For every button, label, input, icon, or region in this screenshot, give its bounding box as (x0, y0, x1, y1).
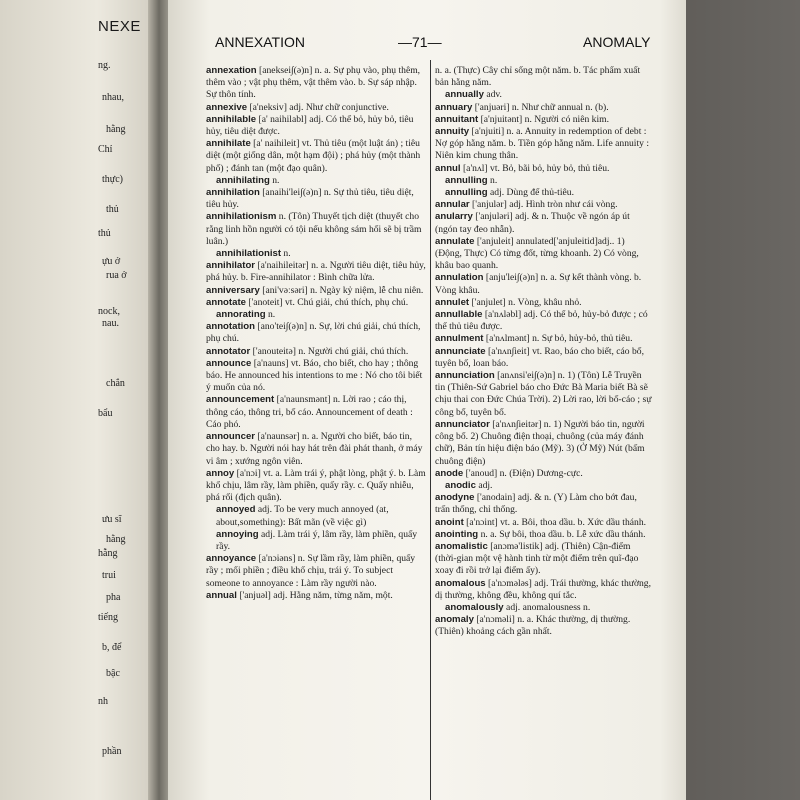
dictionary-entry (206, 211, 426, 248)
headword: annunciate (435, 345, 486, 357)
headword: annihilable (206, 113, 257, 125)
dictionary-entry (206, 65, 426, 102)
definition: [anʌnsi'ei∫(ə)n] n. 1) (Tôn) Lễ Truyền tin (Thiên-Sứ Gabriel báo cho Đức Bà Maria biết Bà sẽ chịu thai con Đức Chúa Trời). 2) Lời rao, lời bố-cáo ; sự công bố, tuyên bố. (435, 370, 652, 418)
dictionary-entry (435, 517, 653, 529)
definition: [a'nɔməli] n. a. Khác thường, dị thường. (Thiên) khoảng cách gần nhất. (435, 614, 631, 638)
left-page-fragment: thực) (102, 174, 123, 185)
definition: [a'nɔmələs] adj. Trái thường, khác thường, dị thường, không đều, không quí tắc. (435, 577, 652, 601)
header-first-word: ANNEXATION (215, 34, 305, 50)
definition: n. (265, 309, 276, 321)
dictionary-entry (435, 65, 653, 89)
dictionary-entry (206, 468, 426, 505)
headword: anodic (445, 479, 476, 491)
headword: announcement (206, 394, 275, 406)
dictionary-page (168, 0, 686, 800)
dictionary-entry (206, 248, 426, 260)
definition: [a' naihilabl] adj. Có thể bỏ, hủy bỏ, tiêu hủy, tiêu diệt được. (206, 113, 414, 138)
headword: annihilationism (206, 211, 277, 223)
definition: [a'nʌn∫ieitər] n. 1) Người báo tin, người công bố. 2) Chuông điện thoại, chuông (của máy đánh chữ), Bản tín hiệu điện báo (Mỹ). 3) (Ở Mỹ) Nút (bấm chuông điện) (435, 418, 645, 467)
dictionary-entry (435, 199, 653, 211)
left-page-fragment: thủ (98, 228, 111, 239)
left-page-fragment: tiếng (98, 612, 118, 623)
left-page-fragment: ng. (98, 60, 111, 71)
headword: annuity (435, 126, 470, 138)
dictionary-entry (206, 260, 426, 284)
dictionary-entry (435, 126, 653, 163)
headword: annulling (445, 187, 488, 199)
headword: annexation (206, 65, 257, 76)
dictionary-entry (206, 285, 426, 297)
definition: ['anjuleit] annulated['anjuleitid]adj.. 1) (Động, Thực) Có từng đốt, từng khoanh. 2) Có vòng, khâu bao quanh. (435, 235, 639, 272)
dictionary-entry (435, 346, 653, 370)
headword: annullable (435, 309, 483, 321)
dictionary-entry (206, 590, 426, 602)
left-page-fragment: nock, (98, 306, 120, 317)
dictionary-entry (435, 419, 653, 468)
headword: anniversary (206, 284, 260, 296)
definition: adv. (483, 89, 502, 101)
dictionary-entry (206, 358, 426, 395)
dictionary-entry (435, 370, 653, 419)
dictionary-entry (206, 553, 426, 590)
headword: annihilationist (216, 248, 282, 260)
left-page-fragment: nhau, (102, 92, 124, 103)
definition: n. (281, 248, 291, 260)
definition: [a'naunsmənt] n. Lời rao ; cáo thị, thông cáo, thông tri, bố cáo. Announcement of death : Cáo phó. (206, 394, 413, 430)
dictionary-entry (435, 175, 653, 187)
headword: annihilate (206, 138, 251, 150)
headword: annihilating (216, 174, 270, 186)
dictionary-entry (206, 529, 426, 553)
headword: annihilation (206, 187, 260, 199)
definition: n. (Tôn) Thuyết tịch diệt (thuyết cho rằng linh hồn người có tội nếu không sám hối sẽ bị trầm luân.) (206, 211, 422, 247)
definition: adj. Làm trái ý, lâm rầy, làm phiền, quấy rầy. (216, 528, 418, 552)
left-page-fragment: hằng (106, 124, 126, 135)
definition: ['anjulər] adj. Hình tròn như cái vòng. (469, 199, 618, 211)
headword: anointing (435, 528, 479, 540)
headword: annular (435, 199, 470, 211)
definition: ['anodain] adj. & n. (Y) Làm cho bớt đau, trấn thống, chỉ thống. (435, 492, 637, 516)
headword: anomaly (435, 614, 474, 626)
left-column (206, 65, 426, 602)
headword: annoying (216, 528, 259, 540)
left-page-fragment: pha (106, 592, 121, 603)
headword: annuitant (435, 113, 479, 125)
dictionary-entry (435, 541, 653, 578)
right-column (435, 65, 653, 639)
definition: adj. anomalousness n. (503, 601, 591, 613)
dictionary-entry (435, 614, 653, 638)
page-number: —71— (398, 34, 442, 50)
headword: announce (206, 357, 252, 369)
headword: annulation (435, 272, 484, 284)
dictionary-entry (206, 297, 426, 309)
definition: [a'nɔiəns] n. Sự lầm rầy, làm phiền, quấy rầy ; mối phiền ; điều khổ chịu, trái ý. To subject someone to annoyance : Làm rầy người nào. (206, 553, 416, 589)
headword: annexive (206, 101, 248, 113)
dictionary-entry (206, 187, 426, 211)
headword: anoint (435, 516, 464, 528)
definition: ['anjuəri] n. Như chữ annual n. (b). (472, 101, 609, 113)
dictionary-entry (435, 272, 653, 296)
definition: [a'nʌləbl] adj. Có thể bỏ, hủy-bỏ được ; có thể thủ tiêu được. (435, 309, 648, 333)
headword: annoyed (216, 504, 256, 516)
definition: n. a. (Thực) Cây chỉ sống một năm. b. Tác phẩm xuất bản hằng năm. (435, 65, 641, 89)
dictionary-entry (435, 114, 653, 126)
definition: [a'nʌlmənt] n. Sự bỏ, hủy-bỏ, thủ tiêu. (483, 333, 633, 345)
headword: anomalous (435, 577, 486, 589)
dictionary-entry (435, 333, 653, 345)
definition: [a'njuitənt] n. Người có niên kim. (478, 113, 610, 125)
definition: n. (269, 174, 280, 186)
headword: anode (435, 467, 464, 479)
headword: annotator (206, 345, 251, 357)
dictionary-entry (435, 602, 653, 614)
left-page-fragment: bẩu (98, 408, 113, 419)
definition: [a'naihileitər] n. a. Người tiêu diệt, tiêu hủy, phá hủy. b. Fire-annihilator : Bình chữa lửa. (206, 260, 426, 284)
headword: annunciation (435, 370, 495, 382)
left-page-fragment: chắn (106, 378, 125, 389)
left-page-fragment: phần (102, 746, 122, 757)
left-page-header: NEXE (98, 18, 141, 35)
left-page-fragment: ựu ở (102, 256, 121, 267)
definition: adj. To be very much annoyed (at, about,something): Bất mãn (về việc gì) (216, 504, 389, 528)
definition: ['anoteit] vt. Chú giải, chú thích, phụ chú. (245, 296, 409, 308)
left-page (0, 0, 162, 800)
dictionary-entry (435, 529, 653, 541)
dictionary-entry (435, 480, 653, 492)
definition: [a' naihileit] vt. Thủ tiêu (một luật án) ; tiêu diệt (một giống dân, một hạm đội) ; phá hủy (một thành phố) ; đánh tan (một đạo quân). (206, 138, 421, 174)
headword: annul (435, 162, 461, 174)
definition: [a'njuiti] n. a. Annuity in redemption of debt : Nợ góp hằng năm. b. Tiền góp hằng năm. Life annuity : Niên kim chung thân. (435, 126, 649, 162)
definition: [a'nʌl] vt. Bỏ, bãi bỏ, hủy bỏ, thủ tiêu. (460, 162, 610, 174)
headword: annulment (435, 333, 484, 345)
left-page-fragment: nau. (102, 318, 119, 329)
headword: annulet (435, 296, 470, 308)
definition: [ani'vəːsəri] n. Ngày kỷ niệm, lễ chu niên. (259, 284, 424, 296)
left-page-fragment: ưu sĩ (102, 514, 122, 525)
dictionary-entry (206, 114, 426, 138)
dictionary-entry (435, 102, 653, 114)
left-page-fragment: rua ở (106, 270, 127, 281)
headword: anomalistic (435, 540, 488, 552)
header-last-word: ANOMALY (583, 34, 651, 50)
definition: [a'nɔi] vt. a. Làm trái ý, phật lòng, phật ý. b. Làm khổ chịu, lâm rầy, làm phiền, quấy rầy. c. Quấy nhiễu, phá rối (địch quân). (206, 467, 426, 504)
headword: annotate (206, 296, 246, 308)
dictionary-entry (435, 187, 653, 199)
headword: annotation (206, 321, 256, 333)
headword: anodyne (435, 492, 475, 504)
dictionary-entry (206, 394, 426, 431)
definition: [a'naunsər] n. a. Người cho biết, báo tin, cho hay. b. Người nói hay hát trên đài phát thanh, ở máy vi âm ; xướng ngôn viên. (206, 431, 423, 467)
headword: annunciator (435, 418, 490, 430)
definition: adj. Dùng để thủ-tiêu. (487, 187, 574, 199)
left-page-fragment: b, để (102, 642, 122, 653)
dictionary-entry (206, 102, 426, 114)
definition: [anaihi'lei∫(ə)n] n. Sự thủ tiêu, tiêu diệt, tiêu hủy. (206, 187, 414, 211)
definition: ['anjuəl] adj. Hằng năm, từng năm, một. (236, 589, 393, 601)
headword: annoyance (206, 553, 257, 565)
definition: ['anouteitə] n. Người chú giải, chú thích. (250, 345, 409, 357)
definition: [a'neksiv] adj. Như chữ conjunctive. (247, 101, 389, 113)
headword: annulling (445, 174, 488, 186)
dictionary-entry (206, 504, 426, 528)
definition: ['anjuləri] adj. & n. Thuộc về ngón áp út (ngón tay đeo nhẫn). (435, 211, 630, 235)
headword: annoy (206, 467, 235, 479)
dictionary-entry (435, 309, 653, 333)
headword: annorating (216, 309, 266, 321)
dictionary-entry (206, 346, 426, 358)
left-page-fragment: nh (98, 696, 108, 707)
definition: [ano'tei∫(ə)n] n. Sự, lời chú giải, chú thích, phụ chú. (206, 321, 421, 345)
left-page-fragment: Chỉ (98, 144, 113, 155)
definition: [aneksei∫(ə)n] n. a. Sự phụ vào, phụ thêm, thêm vào ; vật phụ thêm, vật thêm vào. b. Sự sáp nhập. Sự thôn tính. (206, 65, 421, 101)
headword: announcer (206, 431, 256, 443)
dictionary-entry (435, 236, 653, 273)
dictionary-entry (435, 468, 653, 480)
page-header (168, 34, 686, 54)
left-page-fragment: bậc (106, 668, 120, 679)
headword: annihilator (206, 260, 256, 272)
left-page-fragment: hằng (106, 534, 126, 545)
definition: n. a. Sự bôi, thoa dầu. b. Lễ xức dầu thánh. (478, 528, 646, 540)
headword: anularry (435, 211, 473, 223)
left-page-fragment: hẵng (98, 548, 118, 559)
dictionary-entry (206, 309, 426, 321)
headword: annulate (435, 235, 475, 247)
column-divider (430, 60, 431, 800)
dictionary-entry (435, 492, 653, 516)
definition: ['anoud] n. (Điện) Dương-cực. (463, 467, 583, 479)
dictionary-entry (206, 321, 426, 345)
definition: n. (487, 174, 498, 186)
left-page-fragment: trui (102, 570, 116, 581)
dictionary-entry (435, 89, 653, 101)
dictionary-entry (206, 138, 426, 175)
left-page-fragment: thủ (106, 204, 119, 215)
dictionary-entry (435, 297, 653, 309)
dictionary-entry (206, 431, 426, 468)
definition: [a'nʌn∫ieit] vt. Rao, báo cho biết, cáo bố, tuyên bố, loan báo. (435, 345, 644, 369)
definition: [anɔmə'listik] adj. (Thiên) Cận-điểm (thời-gian một vệ hành tinh từ một điểm trên quĩ-đạo xoay đi rồi trở lại điểm ấy). (435, 540, 639, 577)
definition: [a'nauns] vt. Báo, cho biết, cho hay ; thông báo. He announced his intentions to me : Nó cho tôi biết ý muốn của nó. (206, 357, 423, 394)
book-gutter (148, 0, 170, 800)
dictionary-entry (435, 578, 653, 602)
headword: anomalously (445, 601, 504, 613)
definition: adj. (475, 479, 493, 491)
definition: ['anjulet] n. Vòng, khâu nhỏ. (469, 296, 582, 308)
headword: annually (445, 89, 484, 101)
definition: [anju'lei∫(ə)n] n. a. Sự kết thành vòng. b. Vòng khâu. (435, 272, 642, 296)
headword: annuary (435, 101, 473, 113)
dictionary-entry (206, 175, 426, 187)
headword: annual (206, 589, 237, 601)
dictionary-entry (435, 163, 653, 175)
dictionary-entry (435, 211, 653, 235)
definition: [a'nɔint] vt. a. Bôi, thoa dầu. b. Xức dầu thánh. (463, 516, 647, 528)
